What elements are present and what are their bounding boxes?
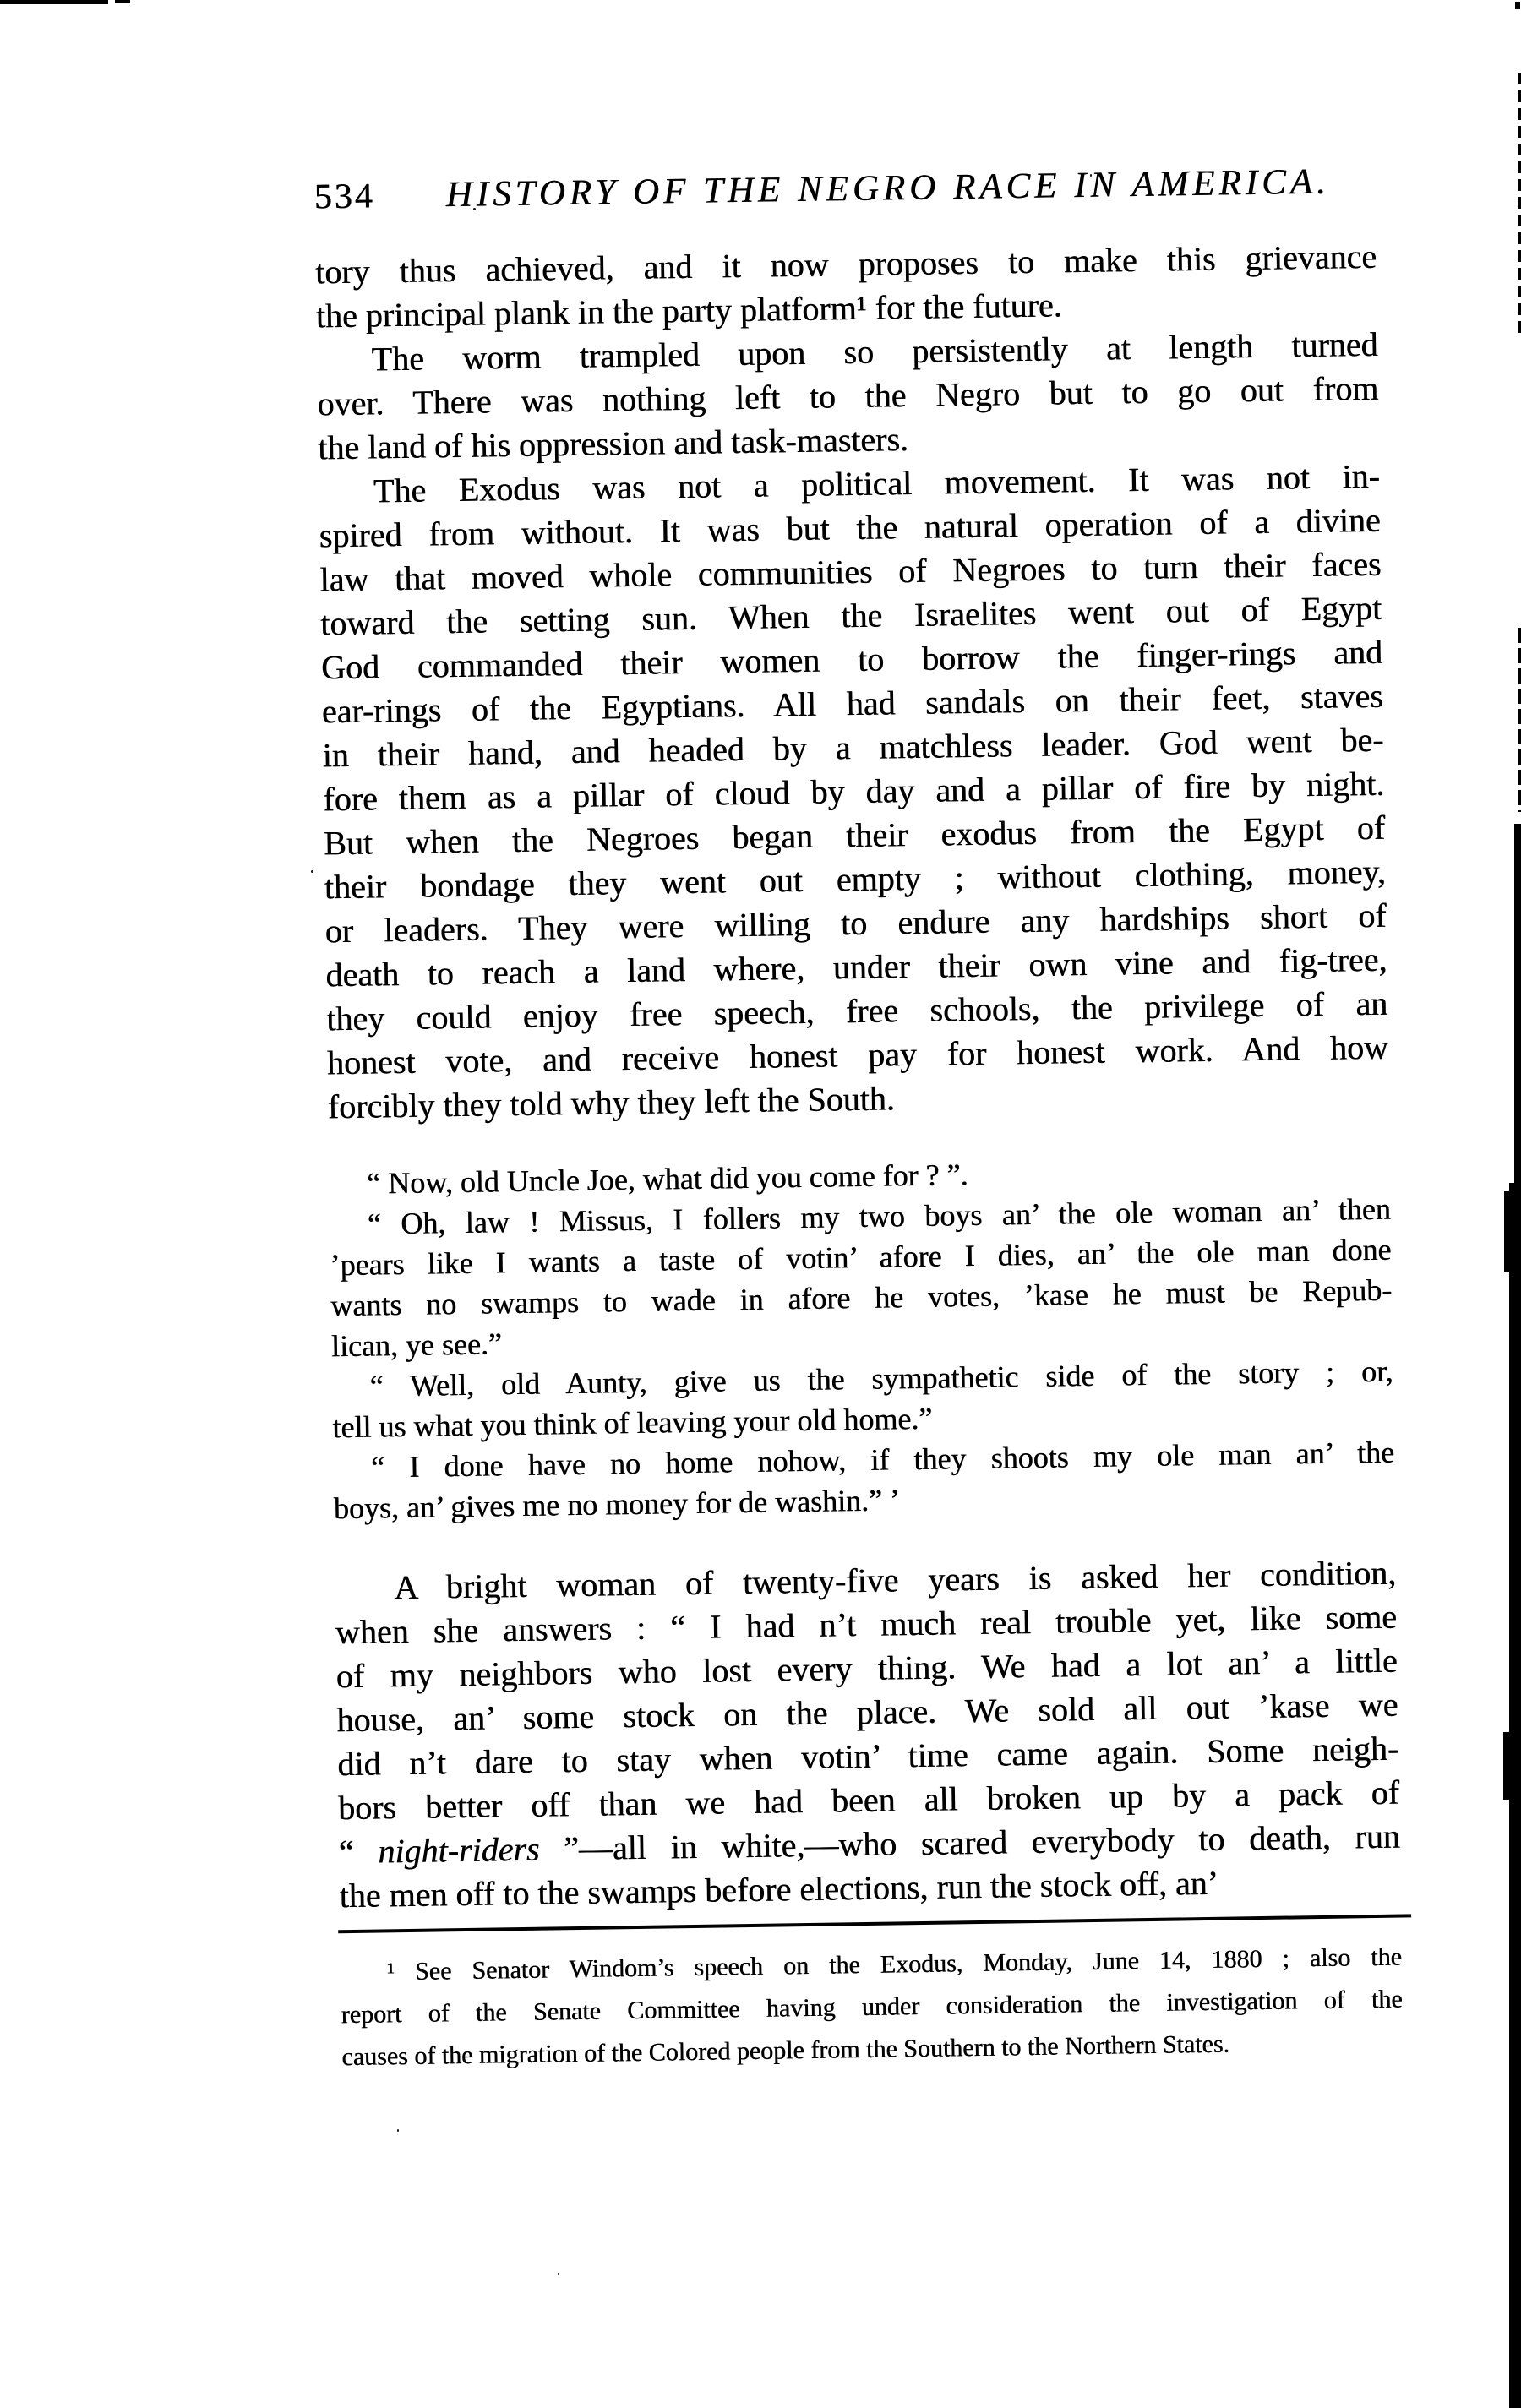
footnote (341, 1937, 1404, 2079)
paragraph-exodus (319, 455, 1389, 1130)
scan-artifact-gutter-shadow (1509, 1183, 1521, 2408)
text-line: wants no swamps to wade in afore he votes, ’kase he must be Repub- (330, 1272, 1393, 1323)
text-line: did n’t dare to stay when votin’ time came again. Some neigh- (336, 1729, 1399, 1784)
text-line: over. There was nothing left to the Negro but to go out from (317, 368, 1379, 423)
closing-paragraph-lines (335, 1551, 1401, 1919)
scan-artifact-top-left-bar (0, 0, 108, 4)
text-line: “ Well, old Aunty, give us the sympathetic side of the story ; or, (369, 1354, 1393, 1403)
dialogue-block (329, 1148, 1395, 1529)
scan-artifact-top-left-dash (115, 0, 130, 3)
paragraph-continuation (315, 235, 1377, 339)
text-line: God commanded their women to borrow the finger-rings and (320, 632, 1383, 687)
text-line: the principal plank in the party platform¹ for the future. (315, 286, 1062, 335)
paragraph-worm-turned (316, 323, 1379, 471)
text-line: But when the Negroes began their exodus from the Egypt of (323, 808, 1386, 863)
ink-speckle (397, 2129, 399, 2132)
text-line: ’pears like I wants a taste of votin’ afore I dies, an’ the ole man done (330, 1232, 1392, 1283)
text-line: fore them as a pillar of cloud by day and a pillar of fire by night. (322, 764, 1385, 819)
dialogue-answer-2 (333, 1432, 1395, 1529)
text-line: ear-rings of the Egyptians. All had sandals on their feet, staves (321, 676, 1383, 731)
text-line: causes of the migration of the Colored people from the Southern to the Northern States. (341, 2029, 1230, 2072)
text-line: tory thus achieved, and it now proposes to make this grievance (314, 237, 1377, 291)
text-line: lican, ye see.” (330, 1327, 503, 1364)
text-line: law that moved whole communities of Negroes to turn their faces (319, 544, 1382, 599)
text-line: “ I done have no home nohow, if they shoots my ole man an’ the (370, 1435, 1395, 1485)
text-line: the land of his oppression and task-masters. (317, 420, 909, 467)
footnote-separator-rule (338, 1914, 1411, 1933)
text-line: “ night-riders ”—all in white,—who scared everybody to death, run (338, 1817, 1400, 1871)
scan-artifact-right-edge-strip (1514, 824, 1521, 1183)
text-line: of my neighbors who lost every thing. We had a lot an’ a little (335, 1641, 1398, 1696)
paragraph-bright-woman (335, 1551, 1401, 1919)
ink-speckle (311, 870, 313, 873)
text-line: when she answers : “ I had n’t much real trouble yet, like some (335, 1597, 1398, 1652)
text-line: house, an’ some stock on the place. We sold all out ’kase we (336, 1685, 1398, 1740)
text-line: toward the setting sun. When the Israelites went out of Egypt (319, 588, 1382, 643)
text-line: bors better off than we had been all broken up by a pack of (337, 1773, 1400, 1828)
text-line: “ Now, old Uncle Joe, what did you come for ? ”. (366, 1158, 968, 1201)
text-line: report of the Senate Committee having under consideration the investigation of the (341, 1985, 1403, 2029)
text-line: forcibly they told why they left the South. (327, 1079, 895, 1126)
text-line: A bright woman of twenty-five years is asked her condition, (393, 1553, 1397, 1607)
text-line: they could enjoy free speech, free schools, the privilege of an (325, 983, 1388, 1038)
text-line: tell us what you think of leaving your old home.” (332, 1401, 933, 1445)
scan-artifact-gutter-shadow (1504, 1191, 1511, 1272)
text-line: boys, an’ gives me no money for de washin.” ’ (333, 1483, 901, 1526)
running-header (313, 160, 1376, 220)
text-line: honest vote, and receive honest pay for honest work. And how (326, 1027, 1389, 1082)
text-line: their bondage they went out empty ; without clothing, money, (324, 852, 1387, 907)
dialogue-question-2 (331, 1351, 1393, 1448)
text-line: The Exodus was not a political movement. It was not in- (373, 456, 1381, 510)
running-title: HISTORY OF THE NEGRO RACE IN AMERICA. (445, 161, 1331, 215)
text-line: the men off to the swamps before elections, run the stock off, an’ (339, 1863, 1219, 1915)
dialogue-answer-1 (329, 1189, 1393, 1367)
text-line: The worm trampled upon so persistently at length turned (371, 324, 1378, 379)
scan-artifact-top-right-mark (1515, 2, 1520, 9)
ink-speckle (558, 2273, 559, 2275)
scan-artifact-gutter-shadow (1503, 1732, 1511, 1800)
scan-artifact-right-edge-strip (1518, 73, 1521, 338)
text-line: or leaders. They were willing to endure any hardships short of (324, 896, 1387, 951)
text-line: death to reach a land where, under their own vine and fig-tree, (325, 940, 1387, 994)
page-number: 534 (313, 177, 376, 217)
printed-text-block (313, 160, 1403, 2078)
text-line: in their hand, and headed by a matchless leader. God went be- (322, 720, 1384, 775)
text-line: ¹ See Senator Windom’s speech on the Exodus, Monday, June 14, 1880 ; also the (386, 1942, 1403, 1986)
text-line: “ Oh, law ! Missus, I follers my two boys an’ the ole woman an’ then (367, 1191, 1391, 1241)
text-line: spired from without. It was but the natural operation of a divine (319, 500, 1381, 555)
